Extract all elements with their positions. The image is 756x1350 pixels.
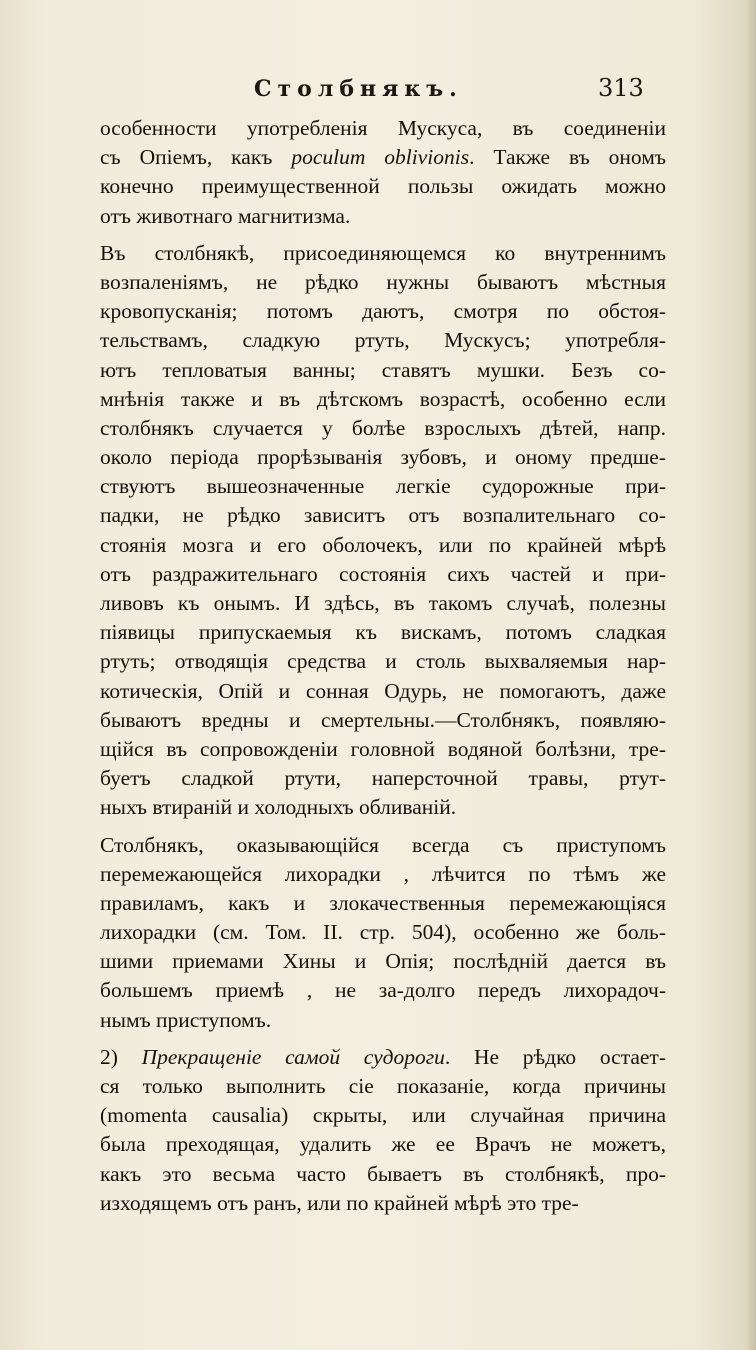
text-line: конечно преимущественной пользы ожидать можно — [100, 174, 666, 199]
text-line: стоянія мозга и его оболочекъ, или по крайней мѣрѣ — [100, 532, 666, 557]
text-line: изходящемъ отъ ранъ, или по крайней мѣрѣ это тре- — [100, 1190, 579, 1215]
text-line: Столбнякъ, оказывающійся всегда съ приступомъ — [100, 832, 666, 857]
text-line: котическія, Опій и сонная Одурь, не помогаютъ, даже — [100, 678, 666, 703]
text-line: ствуютъ вышеозначенные легкіе судорожные при- — [100, 474, 666, 499]
text-line: столбнякъ случается у болѣе взрослыхъ дѣтей, напр. — [100, 415, 666, 440]
text-line: была преходящая, удалить же ее Врачъ не можетъ, — [100, 1132, 666, 1157]
text-line: большемъ приемѣ , не за-долго передъ лихорадоч- — [100, 978, 666, 1003]
text-line: падки, не рѣдко зависитъ отъ возпалительнаго со- — [100, 503, 666, 528]
paragraph — [100, 1043, 666, 1218]
text-line: отъ животнаго магнитизма. — [100, 203, 351, 228]
paragraph-gap — [100, 231, 666, 239]
paragraph-gap — [100, 1035, 666, 1043]
paragraph-gap — [100, 823, 666, 831]
text-line: возпаленіямъ, не рѣдко нужны бываютъ мѣстныя — [100, 269, 666, 294]
text-line: мнѣнія также и въ дѣтскомъ возрастѣ, особенно если — [100, 386, 666, 411]
text-line: лихорадки (см. Том. II. стр. 504), особенно же боль- — [100, 920, 666, 945]
text-line: ныхъ втираній и холодныхъ обливаній. — [100, 795, 457, 820]
text-line: кровопусканія; потомъ даютъ, смотря по обстоя- — [100, 299, 666, 324]
text-line: шими приемами Хины и Опія; послѣдній дается въ — [100, 949, 666, 974]
text-line: щійся въ сопровожденіи головной водяной болѣзни, тре- — [100, 736, 666, 761]
paragraph — [100, 831, 666, 1035]
text-line: буетъ сладкой ртути, наперсточной травы, ртут- — [100, 766, 666, 791]
text-line: тельствамъ, сладкую ртуть, Мускусъ; употребля- — [100, 328, 666, 353]
page-header — [0, 76, 756, 110]
text-line: 2) Прекращеніе самой судороги. Не рѣдко остает- — [100, 1044, 666, 1069]
paragraph — [100, 239, 666, 823]
page-number: 313 — [598, 74, 644, 102]
italic-phrase: Прекращеніе самой судороги — [141, 1044, 445, 1069]
text-line: перемежающейся лихорадки , лѣчится по тѣмъ же — [100, 861, 666, 886]
text-line: ся только выполнить сіе показаніе, когда причины — [100, 1074, 666, 1098]
italic-phrase: poculum oblivionis — [291, 145, 470, 170]
body-text — [100, 114, 666, 1218]
text-line: Въ столбнякѣ, присоединяющемся ко внутреннимъ — [100, 240, 666, 265]
text-line: бываютъ вредны и смертельны.—Столбнякъ, появляю- — [100, 707, 666, 732]
text-line: особенности употребленія Мускуса, въ соединеніи — [100, 116, 666, 140]
text-line: ливовъ къ онымъ. И здѣсь, въ такомъ случаѣ, полезны — [100, 591, 666, 615]
text-line: отъ раздражительнаго состоянія сихъ частей и при- — [100, 561, 666, 586]
text-line: нымъ приступомъ. — [100, 1007, 272, 1032]
text-line: (momenta causalia) скрыты, или случайная причина — [100, 1103, 666, 1128]
text-line: ютъ тепловатыя ванны; ставятъ мушки. Безъ со- — [100, 357, 666, 382]
text-line: піявицы припускаемыя къ вискамъ, потомъ сладкая — [100, 620, 666, 645]
text-line: съ Опіемъ, какъ poculum oblivionis. Также въ ономъ — [100, 145, 666, 170]
text-line: около періода прорѣзыванія зубовъ, и оному предше- — [100, 445, 666, 470]
running-title: Столбнякъ. — [254, 76, 463, 102]
paragraph — [100, 114, 666, 231]
text-line: какъ это весьма часто бываетъ въ столбнякѣ, про- — [100, 1161, 666, 1186]
page-edge-shadow — [746, 0, 756, 1350]
text-line: ртуть; отводящія средства и столь выхваляемыя нар- — [100, 649, 666, 674]
text-line: правиламъ, какъ и злокачественныя перемежающіяся — [100, 890, 666, 915]
